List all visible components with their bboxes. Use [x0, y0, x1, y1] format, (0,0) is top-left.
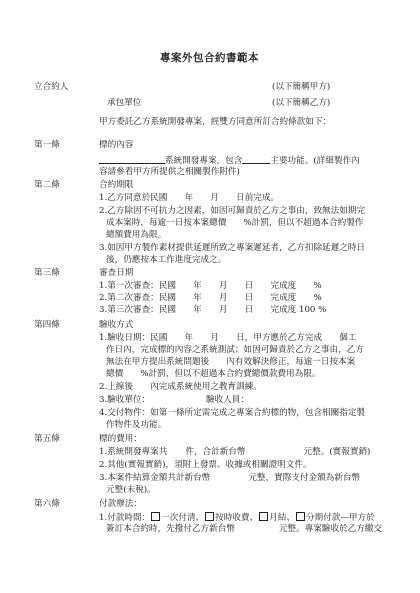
article-4-number: 第四條: [34, 320, 60, 330]
article-1-title: 標的內容: [99, 140, 134, 150]
article-2-title: 合約期限: [99, 180, 134, 190]
article-4-item-1b: 作日內，完成標的內容之系統測試；如因可歸責於乙方之事由，乙方: [106, 345, 364, 355]
checkbox-lump-sum[interactable]: [151, 512, 160, 521]
article-6-title: 付款辦法：: [99, 499, 142, 509]
article-5-item-3c: 元整(未稅)。: [106, 485, 156, 495]
article-2-item-2a: 2.乙方除因不可抗力之因素，如因可歸責於乙方之事由，致無法如期完: [99, 206, 366, 216]
article-1-line-1: 系統開發專案，包含 主要功能。(詳細製作內: [99, 155, 360, 167]
article-1-number: 第一條: [34, 140, 60, 150]
article-4-item-4a: 4.交付物件：如第一條所定需完成之專案合約標的物，包含相關指定製: [99, 408, 366, 418]
article-4-item-4b: 作物件及功能。: [106, 420, 167, 430]
blank-project-name: [99, 155, 165, 164]
article-5-item-1: 1.系統開發專案共 件，合計新台幣 元整。(實報實銷): [99, 447, 371, 457]
article-3-title: 審查日期: [99, 268, 134, 278]
article-3-item-1: 1.第一次審查：民國 年 月 日 完成度 %: [99, 281, 322, 291]
article-2-item-2c: 總額費用為限。: [106, 230, 167, 240]
article-5-item-3: 3.本案件結算金額共計新台幣 元整，實際支付金額為新台幣: [99, 473, 361, 483]
article-6-item-1b: 簽訂本合約時，先撥付乙方新台幣 元整。專案驗收於乙方繳交: [106, 524, 383, 534]
article-1-line-2: 容請參看甲方所提供之相關製作附件): [99, 167, 240, 177]
party-a-note: (以下簡稱甲方): [272, 82, 331, 92]
article-4-item-2: 2.上線後 內完成系統使用之教育訓練。: [99, 382, 262, 392]
article-3-number: 第三條: [34, 268, 60, 278]
blank-features: [242, 155, 270, 164]
article-2-number: 第二條: [34, 180, 60, 190]
article-5-title: 標的費用：: [99, 434, 142, 444]
article-5-number: 第五條: [34, 434, 60, 444]
checkbox-time-based[interactable]: [205, 512, 214, 521]
article-2-item-3a: 3.如因甲方製作素材提供延遲所致之專案遲延者，乙方扣除延遲之時日: [99, 243, 366, 253]
intro-text: 甲方委託乙方系統開發專案，經雙方同意所訂合約條款如下：: [99, 117, 332, 127]
article-5-item-2: 2.其他(實報實銷)，須附上發票、收據或相關證明文件。: [99, 460, 312, 470]
article-6-item-1: 1.付款時間： 一次付清、 按時收費、 月結、 分期付款—甲方於: [99, 513, 375, 523]
contractor-label: 承包單位: [107, 98, 142, 108]
article-4-item-1c: 無法在甲方提出系統問題後 內有效解決修正，每逾一日按本案: [106, 357, 356, 367]
party-b-note: (以下簡稱乙方): [272, 98, 331, 108]
article-2-item-2b: 成本案時，每逾一日按本案總價 %計罰，但以不超過本合約製作: [106, 218, 364, 228]
article-4-title: 驗收方式: [99, 320, 134, 330]
article-2-item-1: 1.乙方同意於民國 年 月 日前完成。: [99, 193, 280, 203]
article-3-item-2: 2.第二次審查：民國 年 月 日 完成度 %: [99, 293, 322, 303]
article-4-item-1d: 總價 %計罰，但以不超過本合約費總價款費用為限。: [106, 369, 321, 379]
document-title: 專案外包合約書範本: [160, 52, 259, 64]
article-6-number: 第六條: [34, 499, 60, 509]
article-3-item-3: 3.第三次審查：民國 年 月 日 完成度 100 %: [99, 305, 327, 315]
article-2-item-3b: 後，仍應按本工作進度完成之。: [106, 255, 227, 265]
checkbox-monthly[interactable]: [259, 512, 268, 521]
party-label: 立合約人: [34, 82, 69, 92]
article-4-item-3: 3.驗收單位： 驗收人員：: [99, 395, 249, 405]
article-4-item-1a: 1.驗收日期：民國 年 月 日，甲方應於乙方完成 個工: [99, 333, 357, 343]
checkbox-installments[interactable]: [296, 512, 305, 521]
